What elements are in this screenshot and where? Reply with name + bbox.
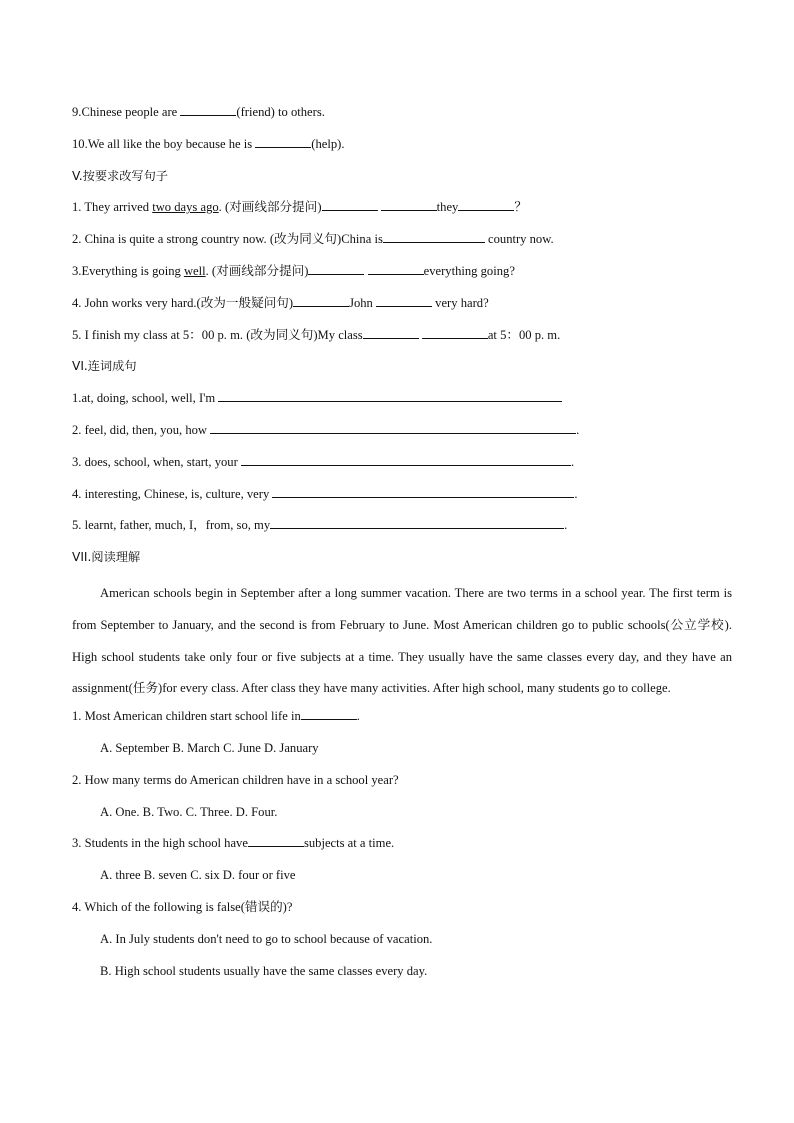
answer-blank[interactable] xyxy=(363,325,419,339)
rewrite-question-2: 2. China is quite a strong country now. (改为同义句)China is country now. xyxy=(72,228,732,260)
answer-blank[interactable] xyxy=(458,197,514,211)
answer-blank[interactable] xyxy=(270,515,564,529)
rewrite-question-1: 1. They arrived two days ago. (对画线部分提问) they ？ xyxy=(72,196,732,228)
section-v-title: V.按要求改写句子 xyxy=(72,168,168,183)
answer-blank[interactable] xyxy=(255,134,311,148)
section-vi-title: VI.连词成句 xyxy=(72,359,137,374)
worksheet-page xyxy=(72,101,732,991)
answer-blank[interactable] xyxy=(180,102,236,116)
reading-passage: American schools begin in September after a long summer vacation. There are two terms in a school year. The first term is from September to January, and the second is from February to June. Most American children go to public schools(公立学校). High school students take only four or five subjects at a time. They usually have the same classes every day, and they have an assignment(任务)for every class. After class they have many activities. After high school, many students go to college. xyxy=(72,585,732,696)
reading-question-2: 2. How many terms do American children have in a school year? xyxy=(72,772,399,787)
section-vii-title: VII.阅读理解 xyxy=(72,550,141,565)
sentence-building-2: 2. feel, did, then, you, how . xyxy=(72,419,732,451)
answer-blank[interactable] xyxy=(383,229,485,243)
reading-question-4: 4. Which of the following is false(错误的)? xyxy=(72,899,293,914)
sentence-building-3: 3. does, school, when, start, your . xyxy=(72,451,732,483)
answer-blank[interactable] xyxy=(368,261,424,275)
reading-question-3: 3. Students in the high school have subjects at a time. xyxy=(72,832,732,864)
answer-blank[interactable] xyxy=(248,833,304,847)
answer-blank[interactable] xyxy=(272,484,574,498)
answer-blank[interactable] xyxy=(381,197,437,211)
answer-blank[interactable] xyxy=(322,197,378,211)
rewrite-question-5: 5. I finish my class at 5：00 p. m. (改为同义句)My class at 5：00 p. m. xyxy=(72,324,732,356)
answer-blank[interactable] xyxy=(218,388,562,402)
reading-question-1-options[interactable]: A. September B. March C. June D. January xyxy=(100,740,319,755)
reading-question-4-option-b[interactable]: B. High school students usually have the same classes every day. xyxy=(100,963,428,978)
sentence-building-4: 4. interesting, Chinese, is, culture, very . xyxy=(72,483,732,515)
sentence-building-5: 5. learnt, father, much, I，from, so, my . xyxy=(72,514,732,546)
reading-question-4-option-a[interactable]: A. In July students don't need to go to school because of vacation. xyxy=(100,931,433,946)
question-9: 9.Chinese people are (friend) to others. xyxy=(72,101,732,133)
question-10: 10.We all like the boy because he is (help). xyxy=(72,133,732,165)
sentence-building-1: 1.at, doing, school, well, I'm xyxy=(72,387,732,419)
reading-question-2-options[interactable]: A. One. B. Two. C. Three. D. Four. xyxy=(100,804,278,819)
answer-blank[interactable] xyxy=(422,325,488,339)
answer-blank[interactable] xyxy=(241,452,571,466)
answer-blank[interactable] xyxy=(308,261,364,275)
answer-blank[interactable] xyxy=(301,706,357,720)
reading-question-3-options[interactable]: A. three B. seven C. six D. four or five xyxy=(100,868,296,883)
rewrite-question-4: 4. John works very hard.(改为一般疑问句) John very hard? xyxy=(72,292,732,324)
answer-blank[interactable] xyxy=(293,293,349,307)
answer-blank[interactable] xyxy=(210,420,576,434)
answer-blank[interactable] xyxy=(376,293,432,307)
reading-question-1: 1. Most American children start school life in . xyxy=(72,705,732,737)
rewrite-question-3: 3.Everything is going well. (对画线部分提问) everything going? xyxy=(72,260,732,292)
